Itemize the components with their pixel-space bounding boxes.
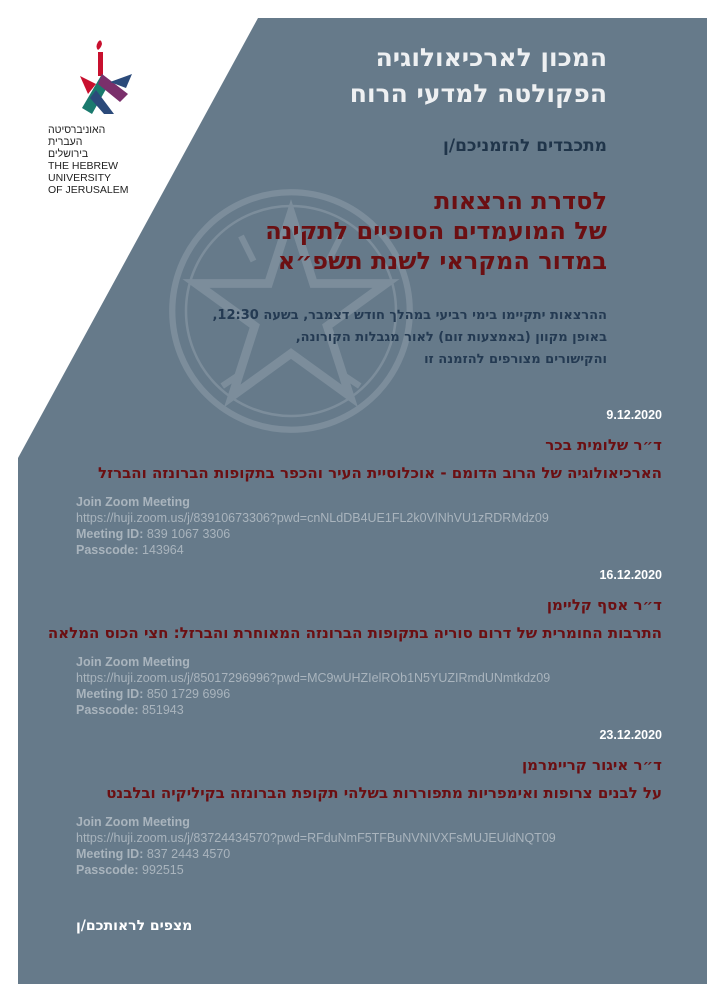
logo-en-line-3: OF JERUSALEM — [48, 184, 129, 196]
hebrew-university-logo-icon — [76, 38, 134, 116]
meeting-id-label: Meeting ID: — [76, 847, 144, 861]
faculty-name: הפקולטה למדעי הרוח — [349, 79, 607, 108]
logo-he-line-1: האוניברסיטה — [48, 124, 106, 136]
logo-en-line-1: THE HEBREW — [48, 160, 119, 172]
meeting-id-value: 839 1067 3306 — [143, 527, 231, 541]
lecture-1 — [76, 408, 662, 558]
series-title-line-3: במדור המקראי לשנת תשפ״א — [277, 247, 607, 275]
logo-he-line-2: העברית — [48, 136, 83, 148]
lecture-topic: התרבות החומרית של דרום סוריה בתקופות הברונזה המאוחרת והברזל: חצי הכוס המלאה — [47, 624, 662, 642]
passcode-value: 851943 — [138, 703, 184, 717]
zoom-details — [76, 814, 662, 878]
series-title-line-1: לסדרת הרצאות — [434, 187, 607, 215]
passcode-value: 992515 — [138, 863, 184, 877]
lecture-date: 23.12.2020 — [599, 728, 662, 742]
intro-line-1: ההרצאות יתקיימו בימי רביעי במהלך חודש דצמבר, בשעה 12:30, — [212, 308, 607, 323]
zoom-join-title: Join Zoom Meeting — [76, 495, 190, 509]
zoom-join-title: Join Zoom Meeting — [76, 655, 190, 669]
welcome-line: מתכבדים להזמניכם/ן — [443, 136, 607, 156]
zoom-details — [76, 494, 662, 558]
lecture-date: 9.12.2020 — [606, 408, 662, 422]
zoom-details — [76, 654, 662, 718]
logo-he-line-3: בירושלים — [48, 148, 89, 160]
zoom-link[interactable]: https://huji.zoom.us/j/83910673306?pwd=cnNLdDB4UE1FL2k0VlNhVU1zRDRMdz09 — [76, 511, 549, 525]
zoom-join-title: Join Zoom Meeting — [76, 815, 190, 829]
lecture-topic: על לבנים צרופות ואימפריות מתפוררות בשלהי תקופת הברונזה בקיליקיה ובלבנט — [106, 784, 662, 802]
passcode-label: Passcode: — [76, 863, 139, 877]
university-logo — [48, 38, 188, 196]
lecture-2 — [47, 568, 662, 718]
series-title-line-2: של המועמדים הסופיים לתקינה — [265, 217, 607, 245]
lecture-speaker: ד״ר אסף קליימן — [546, 596, 662, 614]
invitation-poster — [18, 18, 707, 984]
series-title — [265, 186, 607, 276]
meeting-id-value: 837 2443 4570 — [143, 847, 231, 861]
lecture-date: 16.12.2020 — [599, 568, 662, 582]
lecture-speaker: ד״ר שלומית בכר — [545, 436, 662, 454]
meeting-id-label: Meeting ID: — [76, 687, 144, 701]
intro-line-3: והקישורים מצורפים להזמנה זו — [424, 352, 607, 367]
institute-name: המכון לארכיאולוגיה — [375, 43, 607, 72]
passcode-value: 143964 — [138, 543, 184, 557]
intro-line-2: באופן מקוון (באמצעות זום) לאור מגבלות הקורונה, — [295, 330, 607, 345]
lecture-3 — [76, 728, 662, 878]
passcode-label: Passcode: — [76, 543, 139, 557]
zoom-link[interactable]: https://huji.zoom.us/j/83724434570?pwd=RFduNmF5TFBuNVNIVXFsMUJEUldNQT09 — [76, 831, 556, 845]
lecture-speaker: ד״ר איגור קריימרמן — [522, 756, 662, 774]
meeting-id-label: Meeting ID: — [76, 527, 144, 541]
intro-text — [212, 305, 607, 371]
zoom-link[interactable]: https://huji.zoom.us/j/85017296996?pwd=MC9wUHZIelROb1N5YUZIRmdUNmtkdz09 — [76, 671, 551, 685]
lecture-topic: הארכיאולוגיה של הרוב הדומם - אוכלוסיית העיר והכפר בתקופות הברונזה והברזל — [98, 464, 662, 482]
institute-header — [350, 40, 607, 112]
closing-line: מצפים לראותכם/ן — [76, 918, 193, 934]
passcode-label: Passcode: — [76, 703, 139, 717]
logo-en-line-2: UNIVERSITY — [48, 172, 112, 184]
meeting-id-value: 850 1729 6996 — [143, 687, 231, 701]
